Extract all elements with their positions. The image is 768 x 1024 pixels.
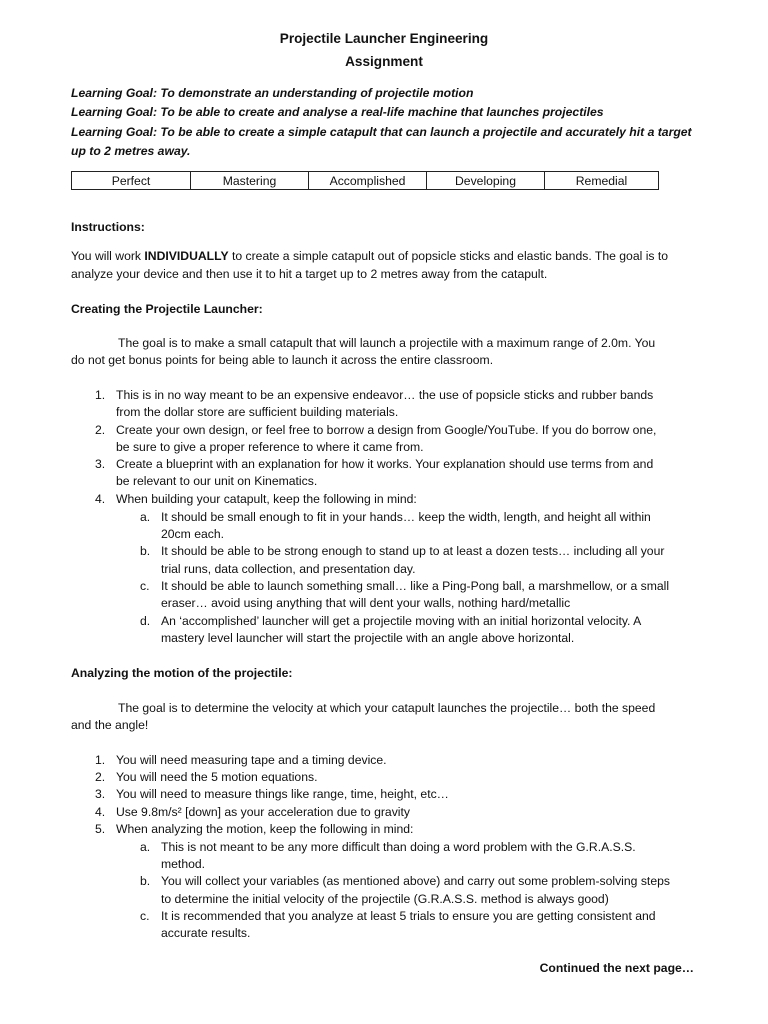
learning-goal-2: Learning Goal: To be able to create and analyse a real-life machine that launches projectiles (71, 105, 604, 119)
learning-goal-3: Learning Goal: To be able to create a simple catapult that can launch a projectile and accurately hit a target (71, 125, 692, 139)
title-line-2: Assignment (345, 54, 423, 69)
creating-item-4-line-1: When building your catapult, keep the following in mind: (116, 492, 417, 506)
analyzing-subitem-b-line-1: You will collect your variables (as mentioned above) and carry out some problem-solving steps (161, 874, 670, 888)
analyzing-letter-c: c. (140, 909, 150, 923)
creating-subitem-a-line-2: 20cm each. (161, 527, 225, 541)
analyzing-item-4: Use 9.8m/s² [down] as your acceleration due to gravity (116, 805, 410, 819)
analyzing-subitem-c-line-2: accurate results. (161, 926, 251, 940)
rubric-developing: Developing (427, 172, 545, 190)
creating-subitem-a-line-1: It should be small enough to fit in your hands… keep the width, length, and height all within (161, 510, 651, 524)
analyzing-number-2: 2. (95, 770, 106, 784)
rubric-perfect: Perfect (72, 172, 191, 190)
creating-subitem-d-line-1: An ‘accomplished’ launcher will get a projectile moving with an initial horizontal velocity. A (161, 614, 642, 628)
creating-letter-b: b. (140, 544, 151, 558)
analyzing-number-1: 1. (95, 753, 106, 767)
analyzing-subitem-c-line-1: It is recommended that you analyze at least 5 trials to ensure you are getting consistent and (161, 909, 656, 923)
analyzing-letter-b: b. (140, 874, 151, 888)
learning-goal-1: Learning Goal: To demonstrate an understanding of projectile motion (71, 86, 474, 100)
analyzing-para-line-2: and the angle! (71, 718, 149, 732)
instructions-line-2: analyze your device and then use it to hit a target up to 2 metres away from the catapult. (71, 267, 548, 281)
analyzing-item-2: You will need the 5 motion equations. (116, 770, 318, 784)
analyzing-subitem-a-line-1: This is not meant to be any more difficult than doing a word problem with the G.R.A.S.S. (161, 840, 636, 854)
creating-item-1-line-1: This is in no way meant to be an expensive endeavor… the use of popsicle sticks and rubber bands (116, 388, 654, 402)
analyzing-number-3: 3. (95, 787, 106, 801)
rubric-table (71, 171, 659, 190)
creating-heading: Creating the Projectile Launcher: (71, 302, 263, 316)
analyzing-number-5: 5. (95, 822, 106, 836)
instructions-heading: Instructions: (71, 220, 145, 234)
creating-number-4: 4. (95, 492, 106, 506)
creating-item-2-line-2: be sure to give a proper reference to where it came from. (116, 440, 424, 454)
creating-item-1-line-2: from the dollar store are sufficient building materials. (116, 405, 399, 419)
analyzing-item-5: When analyzing the motion, keep the following in mind: (116, 822, 414, 836)
creating-subitem-c-line-2: eraser… avoid using anything that will dent your walls, nothing hard/metallic (161, 596, 571, 610)
analyzing-subitem-a-line-2: method. (161, 857, 206, 871)
creating-subitem-c-line-1: It should be able to launch something small… like a Ping-Pong ball, a marshmellow, or a small (161, 579, 670, 593)
title-line-1: Projectile Launcher Engineering (279, 31, 489, 46)
creating-subitem-b-line-2: trial runs, data collection, and presentation day. (161, 562, 416, 576)
creating-letter-d: d. (140, 614, 151, 628)
analyzing-item-1: You will need measuring tape and a timing device. (116, 753, 387, 767)
rubric-mastering: Mastering (191, 172, 309, 190)
creating-para-line-2: do not get bonus points for being able to launch it across the entire classroom. (71, 353, 494, 367)
analyzing-heading: Analyzing the motion of the projectile: (71, 666, 293, 680)
creating-item-3-line-2: be relevant to our unit on Kinematics. (116, 474, 318, 488)
creating-item-3-line-1: Create a blueprint with an explanation for how it works. Your explanation should use terms from and (116, 457, 654, 471)
creating-number-3: 3. (95, 457, 106, 471)
creating-letter-a: a. (140, 510, 151, 524)
analyzing-letter-a: a. (140, 840, 151, 854)
creating-para-line-1: The goal is to make a small catapult that will launch a projectile with a maximum range of 2.0m. You (118, 336, 656, 350)
continued-footer: Continued the next page… (539, 961, 694, 975)
analyzing-number-4: 4. (95, 805, 106, 819)
analyzing-subitem-b-line-2: to determine the initial velocity of the projectile (G.R.A.S.S. method is always good) (161, 892, 609, 906)
rubric-remedial: Remedial (545, 172, 659, 190)
instructions-line-1: You will work INDIVIDUALLY to create a simple catapult out of popsicle sticks and elastic bands. The goal is to (71, 249, 669, 263)
creating-letter-c: c. (140, 579, 150, 593)
creating-number-1: 1. (95, 388, 106, 402)
analyzing-item-3: You will need to measure things like range, time, height, etc… (116, 787, 449, 801)
analyzing-para-line-1: The goal is to determine the velocity at which your catapult launches the projectile… both the speed (118, 701, 656, 715)
creating-subitem-d-line-2: mastery level launcher will start the projectile with an angle above horizontal. (161, 631, 575, 645)
creating-item-2-line-1: Create your own design, or feel free to borrow a design from Google/YouTube. If you do borrow one, (116, 423, 657, 437)
learning-goal-3-cont: up to 2 metres away. (71, 144, 191, 158)
creating-number-2: 2. (95, 423, 106, 437)
creating-subitem-b-line-1: It should be able to be strong enough to stand up to at least a dozen tests… including all your (161, 544, 665, 558)
rubric-accomplished: Accomplished (309, 172, 427, 190)
